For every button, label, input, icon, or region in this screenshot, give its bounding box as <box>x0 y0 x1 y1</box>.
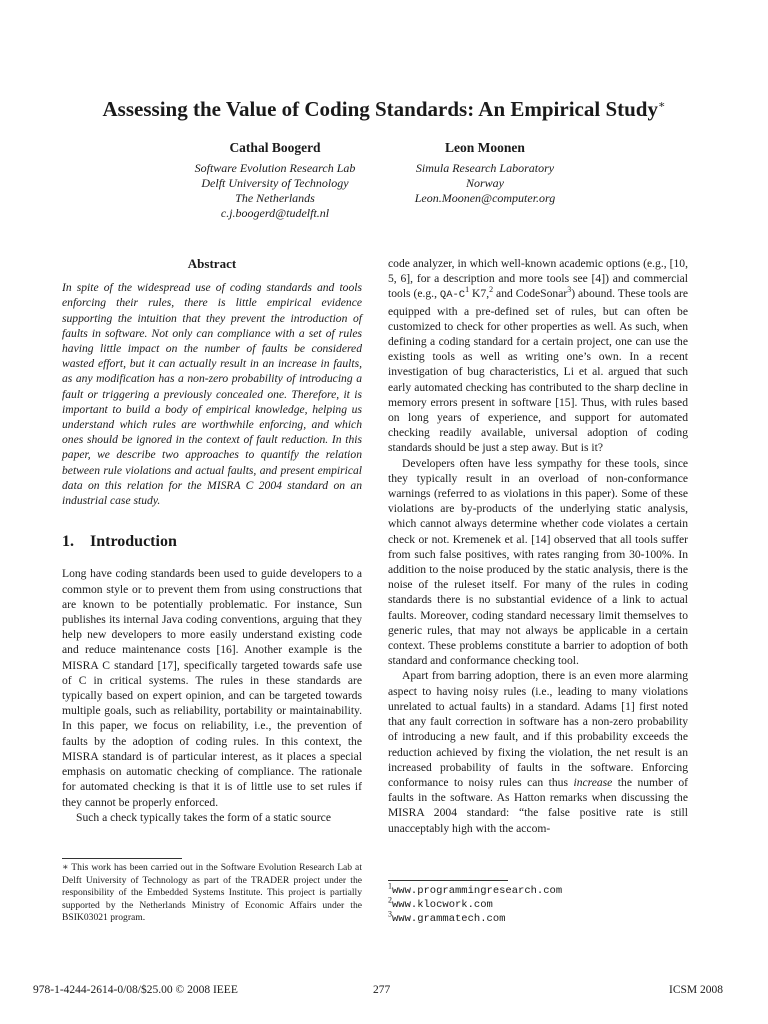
right-column <box>388 256 688 836</box>
abstract-text: In spite of the widespread use of coding standards and tools enforcing their rules, there is little empirical evidence supporting the intuition that they prevent the introduction of faults in software. Not only can compliance with a set of rules having little impact on the number of faults be considered wasted effort, but it can actually result in an increase in faults, as any modification has a non-zero probability of introducing a fault or triggering a previously concealed one. Therefore, it is important to build a body of empirical knowledge, helping us understand which rules are worthwhile enforcing, and which ones should be ignored in the context of fault reduction. In this paper, we describe two approaches to quantify the relation between rule violations and actual faults, and present empirical data on this relation for the MISRA C 2004 standard on an industrial case study. <box>62 281 362 508</box>
footer-isbn: 978-1-4244-2614-0/08/$25.00 © 2008 IEEE <box>33 984 238 996</box>
footnote-funding: ∗ This work has been carried out in the Software Evolution Research Lab at Delft University of Technology as part of the TRADER project under the responsibility of the Embedded Systems Institute. This project is partially supported by the Netherlands Ministry of Economic Affairs under the BSIK03021 program. <box>62 862 362 923</box>
footnote-ref: 3 <box>567 285 572 295</box>
emphasis-text: increase <box>573 775 613 789</box>
author-block-2 <box>335 140 635 206</box>
author-affiliation-line: Software Evolution Research Lab <box>194 161 356 175</box>
tool-name-qac: QA-C <box>439 289 466 302</box>
author-affiliation-line: Norway <box>465 176 504 190</box>
intro-paragraph-2: Such a check typically takes the form of a static source <box>76 810 331 824</box>
intro-paragraph-1: Long have coding standards been used to guide developers to a common style or to prevent them from using constructions that are known to be potentially problematic. For instance, Sun publishes its internal Java coding conventions, arguing that they help new developers to more easily understand existing code and reduce maintenance costs [16]. Another example is the MISRA C standard [17], specifically targeted towards safe use of C in critical systems. The rules in these standards are typically based on expert opinion, and can be targeted towards multiple goals, such as reliability, portability or maintainability. In this paper, we focus on reliability, i.e., the prevention of faults by the adoption of coding rules. In this context, the MISRA standard is of particular interest, as it places a special emphasis on automatic checking of compliance. The rationale for automated checking is that it is of little use to set rules if they cannot be properly enforced. <box>62 567 362 809</box>
page-number: 277 <box>373 984 391 996</box>
section-heading <box>62 534 362 549</box>
paper-title <box>0 97 768 122</box>
footnote-ref: 2 <box>489 285 494 295</box>
footnote-divider <box>62 858 182 859</box>
author-affiliation-line: The Netherlands <box>235 191 315 205</box>
left-column <box>62 256 362 825</box>
author-email: Leon.Moonen@computer.org <box>414 191 556 205</box>
title-footnote-marker: ∗ <box>657 99 666 111</box>
section-number: 1. <box>62 533 74 551</box>
footnote-ref: 1 <box>465 285 470 295</box>
footnote-divider <box>388 880 508 881</box>
author-name: Leon Moonen <box>445 140 525 155</box>
body-paragraph-2: Developers often have less sympathy for these tools, since they typically result in an overload of non-conformance warnings (referred to as violations in this paper). Some of these violations are by-products of the underlying static analysis, which cannot always determine whether code violates a certain check or not. Kremenek et al. [14] observed that all tools suffer from such false positives, with rates ranging from 30-100%. In addition to the noise produced by the static analysis, there is the noise of the ruleset itself. For many of the rules in coding standards there is no substantial evidence of a link to actual faults. Moreover, coding standard necessary limit themselves to generic rules, that may not always be applicable in a certain context. These problems constitute a barrier to adoption of both standard and conformance checking tool. <box>388 456 688 668</box>
body-paragraph-1: code analyzer, in which well-known academic options (e.g., [10, 5, 6], for a description and more tools see [4]) and commercial tools (e.g., $QA-C^1$ K7,$^2$ and CodeSonar$^3$) abound. These tools are equipped with a pre-defined set of rules, but can often be customized to check for other properties as well. As such, when defining a coding standard for a certain project, one can use the existing tools as well as writing one’s own. In a recent investigation of bug characteristics, Li et al. argued that such early automated checking has contributed to the sharp decline in memory errors present in software [15]. Thus, with rules based on long years of experience, and support for automated checking readily available, universal adoption of coding standards should be just a step away. But is it? <box>388 257 689 455</box>
footnote-url-item: $^2$www.klocwork.com <box>388 895 493 911</box>
footer-venue: ICSM 2008 <box>669 984 723 996</box>
body-paragraph-3: Apart from barring adoption, there is an even more alarming aspect to having noisy rules (i.e., leading to many violations unrelated to actual faults) in a standard. Adams [1] first noted that any fault correction in software has a non-zero probability of introducing a new fault, and if this probability exceeds the reduction achieved by fixing the violation, the net result is an increased probability of faults in the software. Enforcing conformance to noisy rules can thus increase the number of faults in the software. As Hatton remarks when discussing the MISRA 2004 standard: “the false positive rate is still unacceptably high with the accom- <box>388 669 688 835</box>
author-affiliation-line: Simula Research Laboratory <box>415 161 555 175</box>
footnote-url-item: $^1$www.programmingresearch.com <box>388 881 563 897</box>
paper-title-text: Assessing the Value of Coding Standards: An Empirical Study <box>102 97 658 121</box>
section-title: Introduction <box>90 533 177 551</box>
author-affiliation-line: Delft University of Technology <box>201 176 349 190</box>
author-name: Cathal Boogerd <box>229 140 321 155</box>
abstract-heading: Abstract <box>187 256 237 271</box>
footnotes-urls <box>388 881 688 926</box>
footnote-url-item: $^3$www.grammatech.com <box>388 909 506 925</box>
author-email: c.j.boogerd@tudelft.nl <box>220 206 330 220</box>
